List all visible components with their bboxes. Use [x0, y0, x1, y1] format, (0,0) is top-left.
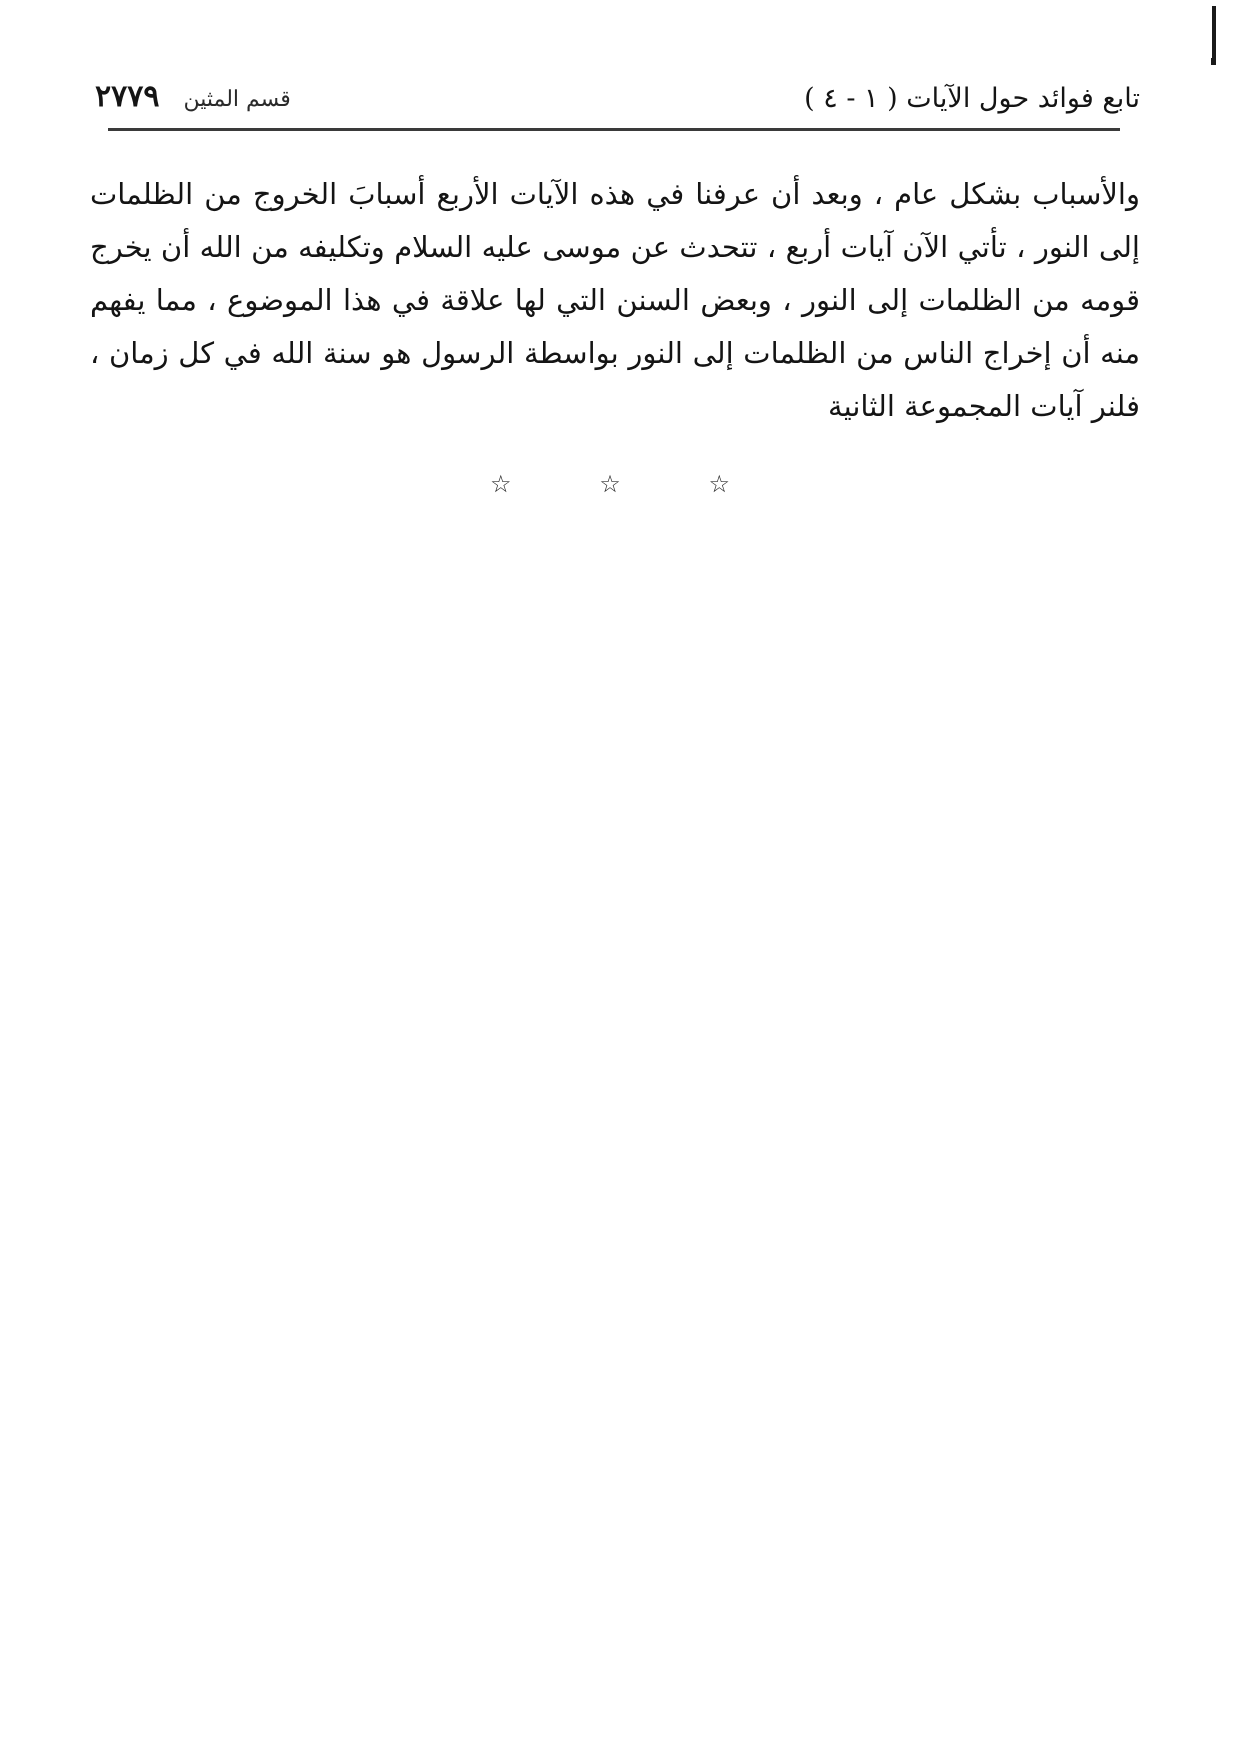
running-head-title: تابع فوائد حول الآيات ( ١ - ٤ ) [804, 83, 1140, 114]
header-rule [108, 128, 1120, 131]
scan-edge-mark [1212, 6, 1216, 60]
running-head-left-group [95, 79, 291, 115]
page-number: ٢٧٧٩ [95, 79, 160, 114]
section-separator [490, 470, 730, 498]
star-icon: ☆ [599, 470, 621, 498]
star-icon: ☆ [490, 470, 512, 498]
scan-edge-mark-tip [1211, 58, 1216, 65]
star-icon: ☆ [708, 470, 730, 498]
body-paragraph: والأسباب بشكل عام ، وبعد أن عرفنا في هذه الآيات الأربع أسبابَ الخروج من الظلمات إلى النور ، تأتي الآن آيات أربع ، تتحدث عن موسى عليه السلام وتكليفه من الله أن يخرج قومه من الظلمات إلى النور ، وبعض السنن التي لها علاقة في هذا الموضوع ، مما يفهم منه أن إخراج الناس من الظلمات إلى النور بواسطة الرسول هو سنة الله في كل زمان ، فلنر آيات المجموعة الثانية [90, 177, 1140, 423]
running-head-section: قسم المثين [183, 87, 291, 112]
running-head [95, 78, 1140, 118]
